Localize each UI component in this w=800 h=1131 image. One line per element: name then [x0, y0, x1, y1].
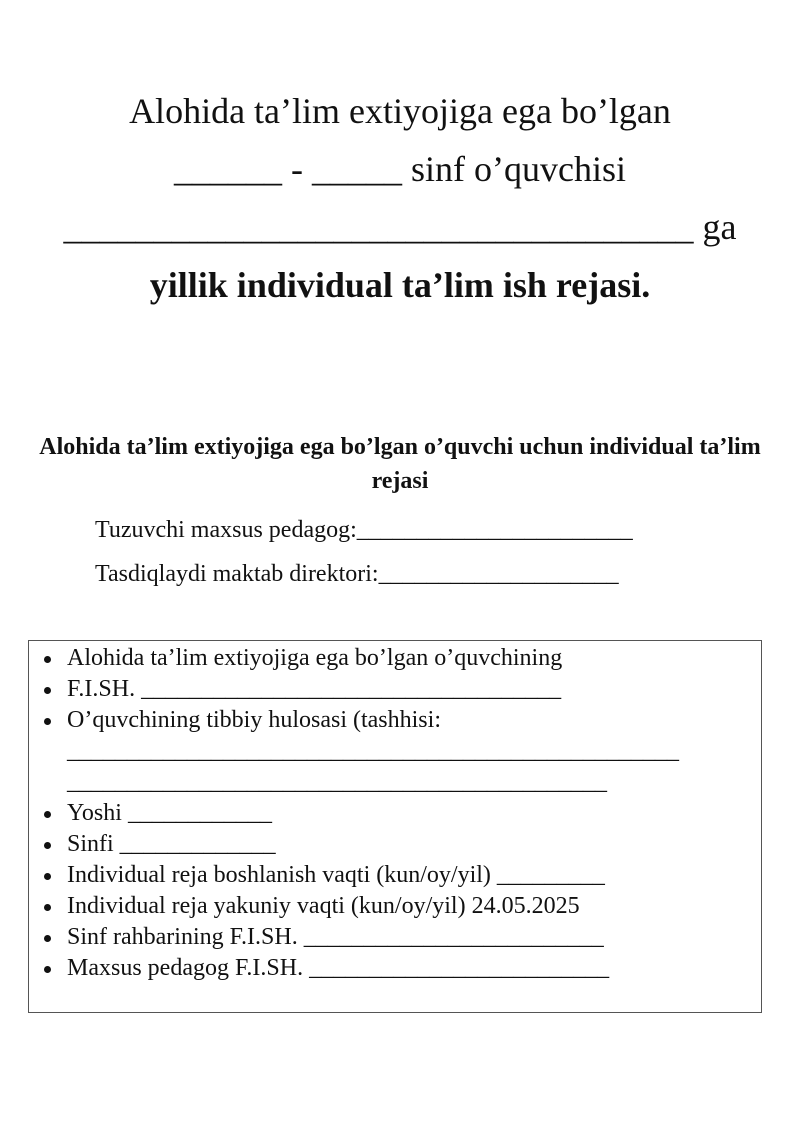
bullet-icon [44, 935, 51, 942]
bullet-icon [44, 811, 51, 818]
title-line-3: ___________________________________ ga [63, 207, 737, 247]
list-item [29, 953, 761, 984]
bullet-icon [44, 687, 51, 694]
list-item-text: Maxsus pedagog F.I.SH. _________________________ [67, 955, 610, 981]
title-line-4: yillik individual ta’lim ish rejasi. [149, 265, 651, 305]
list-item-text: Individual reja yakuniy vaqti (kun/oy/yil) 24.05.2025 [67, 893, 580, 919]
list-item [29, 674, 761, 705]
list-item-text: O’quvchining tibbiy hulosasi (tashhisi: [67, 707, 441, 733]
title-line-1: Alohida ta’lim extiyojiga ega bo’lgan [129, 91, 671, 131]
list-item [29, 860, 761, 891]
list-item [29, 643, 761, 674]
title-line-2: ______ - _____ sinf o’quvchisi [174, 149, 626, 189]
list-item-text: F.I.SH. ___________________________________ [67, 676, 562, 702]
list-item [29, 829, 761, 860]
student-info-box [28, 640, 762, 1013]
list-item-text: Yoshi ____________ [67, 800, 272, 826]
list-item [29, 891, 761, 922]
bullet-icon [44, 966, 51, 973]
diagnosis-blank-line: _____________________________________________ [67, 769, 607, 795]
bullet-icon [44, 656, 51, 663]
list-item-text: Sinfi _____________ [67, 831, 276, 857]
list-item [29, 705, 761, 736]
bullet-icon [44, 842, 51, 849]
list-item [29, 922, 761, 953]
section-heading: Alohida ta’lim extiyojiga ega bo’lgan o’quvchi uchun individual ta’lim rejasi [39, 434, 761, 494]
document-title [0, 82, 800, 314]
list-item-text: Sinf rahbarining F.I.SH. _________________________ [67, 924, 604, 950]
list-item-text: Individual reja boshlanish vaqti (kun/oy/yil) _________ [67, 862, 605, 888]
approver-line: Tasdiqlaydi maktab direktori:____________________ [95, 561, 619, 587]
signature-lines [95, 508, 755, 596]
diagnosis-blank-line: ___________________________________________________ [67, 738, 679, 764]
student-info-list [29, 643, 761, 984]
list-item-text: Alohida ta’lim extiyojiga ega bo’lgan o’quvchining [67, 645, 563, 671]
bullet-icon [44, 904, 51, 911]
bullet-icon [44, 873, 51, 880]
bullet-icon [44, 718, 51, 725]
compiler-line: Tuzuvchi maxsus pedagog:_______________________ [95, 517, 633, 543]
list-item [29, 798, 761, 829]
